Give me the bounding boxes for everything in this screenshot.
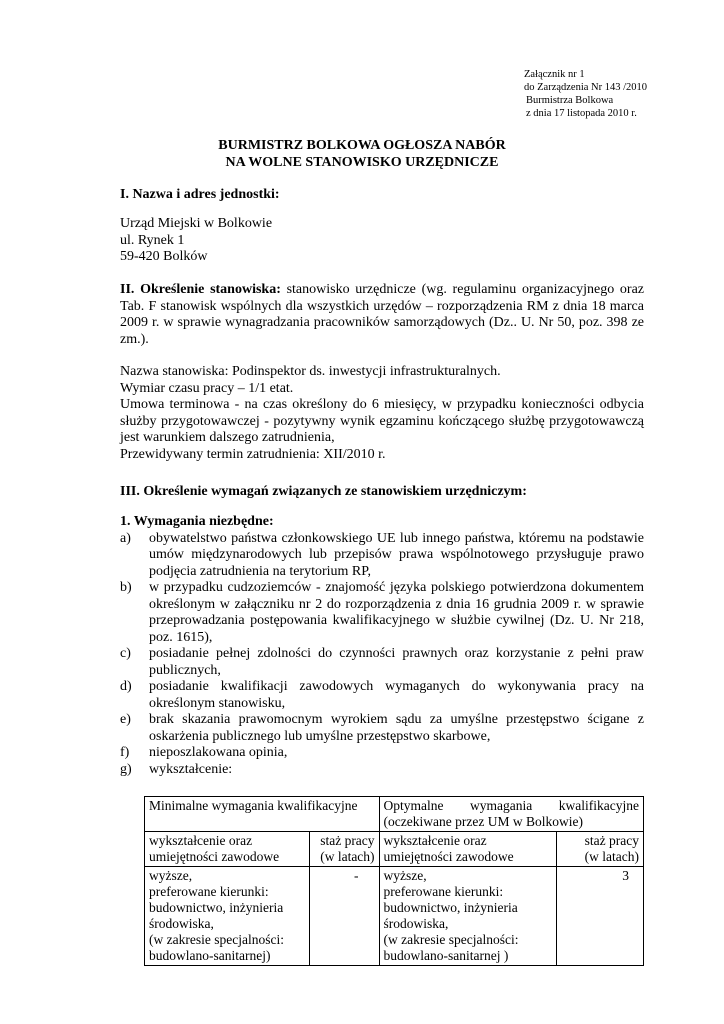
requirement-item <box>120 679 644 712</box>
item-text: brak skazania prawomocnym wyrokiem sądu za umyślne przestępstwo ścigane z oskarżenia publicznego lub umyślne przestępstwo skarbowe, <box>149 712 644 744</box>
document-title <box>0 137 724 171</box>
qualifications-table <box>144 796 644 966</box>
requirement-item <box>120 762 644 779</box>
requirement-item <box>120 580 644 646</box>
min-education-cell: wyższe, preferowane kierunki: budownictwo, inżynieria środowiska, (w zakresie specjalności: budowlano-sanitarnej) <box>145 867 310 966</box>
position-details <box>120 364 644 463</box>
title-line-1: BURMISTRZ BOLKOWA OGŁOSZA NABÓR <box>218 138 506 153</box>
table-subheader-row <box>145 832 644 867</box>
annex-line-1: Załącznik nr 1 <box>524 69 585 80</box>
min-stay-cell: - <box>309 867 379 966</box>
min-requirements-header: Minimalne wymagania kwalifikacyjne <box>145 797 380 832</box>
opt-stay-cell: 3 <box>557 867 644 966</box>
section-1-heading: I. Nazwa i adres jednostki: <box>120 187 280 202</box>
annex-note <box>524 68 647 120</box>
working-hours: Wymiar czasu pracy – 1/1 etat. <box>120 380 294 396</box>
opt-education-cell: wyższe, preferowane kierunki: budownictwo, inżynieria środowiska, (w zakresie specjalności: budowlano-sanitarnej ) <box>379 867 557 966</box>
title-line-2: NA WOLNE STANOWISKO URZĘDNICZE <box>225 155 499 170</box>
annex-line-4: z dnia 17 listopada 2010 r. <box>526 108 637 119</box>
opt-requirements-header: Optymalne wymagania kwalifikacyjne (oczekiwane przez UM w Bolkowie) <box>379 797 643 832</box>
item-marker: g) <box>120 761 132 777</box>
requirements-heading: 1. Wymagania niezbędne: <box>120 514 274 529</box>
section-2-text: stanowisko urzędnicze (wg. regulaminu organizacyjnego oraz Tab. F stanowisk wspólnych dla wszystkich urzędów – rozporządzenia RM z dnia 18 marca 2009 r. w sprawie wynagradzania pracowników samorządowych (Dz.. U. Nr 50, poz. 398 ze zm.). <box>120 282 645 347</box>
requirement-item <box>120 745 644 762</box>
position-name: Nazwa stanowiska: Podinspektor ds. inwestycji infrastrukturalnych. <box>120 364 501 379</box>
item-marker: c) <box>120 646 131 661</box>
requirement-item <box>120 531 644 581</box>
item-text: w przypadku cudzoziemców - znajomość języka polskiego potwierdzona dokumentem określonym w załączniku nr 2 do rozporządzenia z dnia 16 grudnia 2009 r. w sprawie przeprowadzania postępowania kwalifikacyjnego w służbie cywilnej (Dz. U. Nr 218, poz. 1615), <box>149 580 644 645</box>
item-marker: b) <box>120 580 132 595</box>
min-edu-header: wykształcenie oraz umiejętności zawodowe <box>145 832 310 867</box>
item-text: obywatelstwo państwa członkowskiego UE lub innego państwa, któremu na podstawie umów międzynarodowych lub przepisów prawa wspólnotowego przysługuje prawo podjęcia zatrudnienia na terytorium RP, <box>149 530 644 579</box>
annex-line-2: do Zarządzenia Nr 143 /2010 <box>524 82 648 93</box>
item-text: posiadanie kwalifikacji zawodowych wymaganych do wykonywania pracy na określonym stanowisku, <box>149 679 644 711</box>
section-2-heading: II. Określenie stanowiska: <box>120 282 281 297</box>
item-marker: d) <box>120 679 132 694</box>
item-text: nieposzlakowana opinia, <box>149 745 288 760</box>
unit-address <box>120 216 644 266</box>
annex-line-3: Burmistrza Bolkowa <box>526 95 614 106</box>
requirement-item <box>120 646 644 679</box>
min-stay-header: staż pracy (w latach) <box>309 832 379 867</box>
opt-stay-header: staż pracy (w latach) <box>557 832 644 867</box>
item-marker: f) <box>120 745 130 760</box>
unit-name: Urząd Miejski w Bolkowie <box>120 216 273 231</box>
item-marker: a) <box>120 530 131 546</box>
section-3-heading: III. Określenie wymagań związanych ze stanowiskiem urzędniczym: <box>120 484 527 499</box>
item-text: wykształcenie: <box>149 761 233 777</box>
unit-city: 59-420 Bolków <box>120 249 208 264</box>
requirement-item <box>120 712 644 745</box>
unit-street: ul. Rynek 1 <box>120 232 185 248</box>
item-text: posiadanie pełnej zdolności do czynności prawnych oraz korzystanie z pełni praw publicznych, <box>149 646 644 678</box>
contract-type: Umowa terminowa - na czas określony do 6 miesięcy, w przypadku konieczności odbycia służby przygotowawczej - pozytywny wynik egzaminu kończącego służbę przygotowawczą jest warunkiem dalszego zatrudnienia, <box>120 397 644 445</box>
table-header-row <box>145 797 644 832</box>
opt-edu-header: wykształcenie oraz umiejętności zawodowe <box>379 832 557 867</box>
table-row <box>145 867 644 966</box>
requirements-list <box>120 514 644 778</box>
item-marker: e) <box>120 712 131 727</box>
employment-start: Przewidywany termin zatrudnienia: XII/2010 r. <box>120 446 386 462</box>
section-2-paragraph <box>120 282 644 348</box>
